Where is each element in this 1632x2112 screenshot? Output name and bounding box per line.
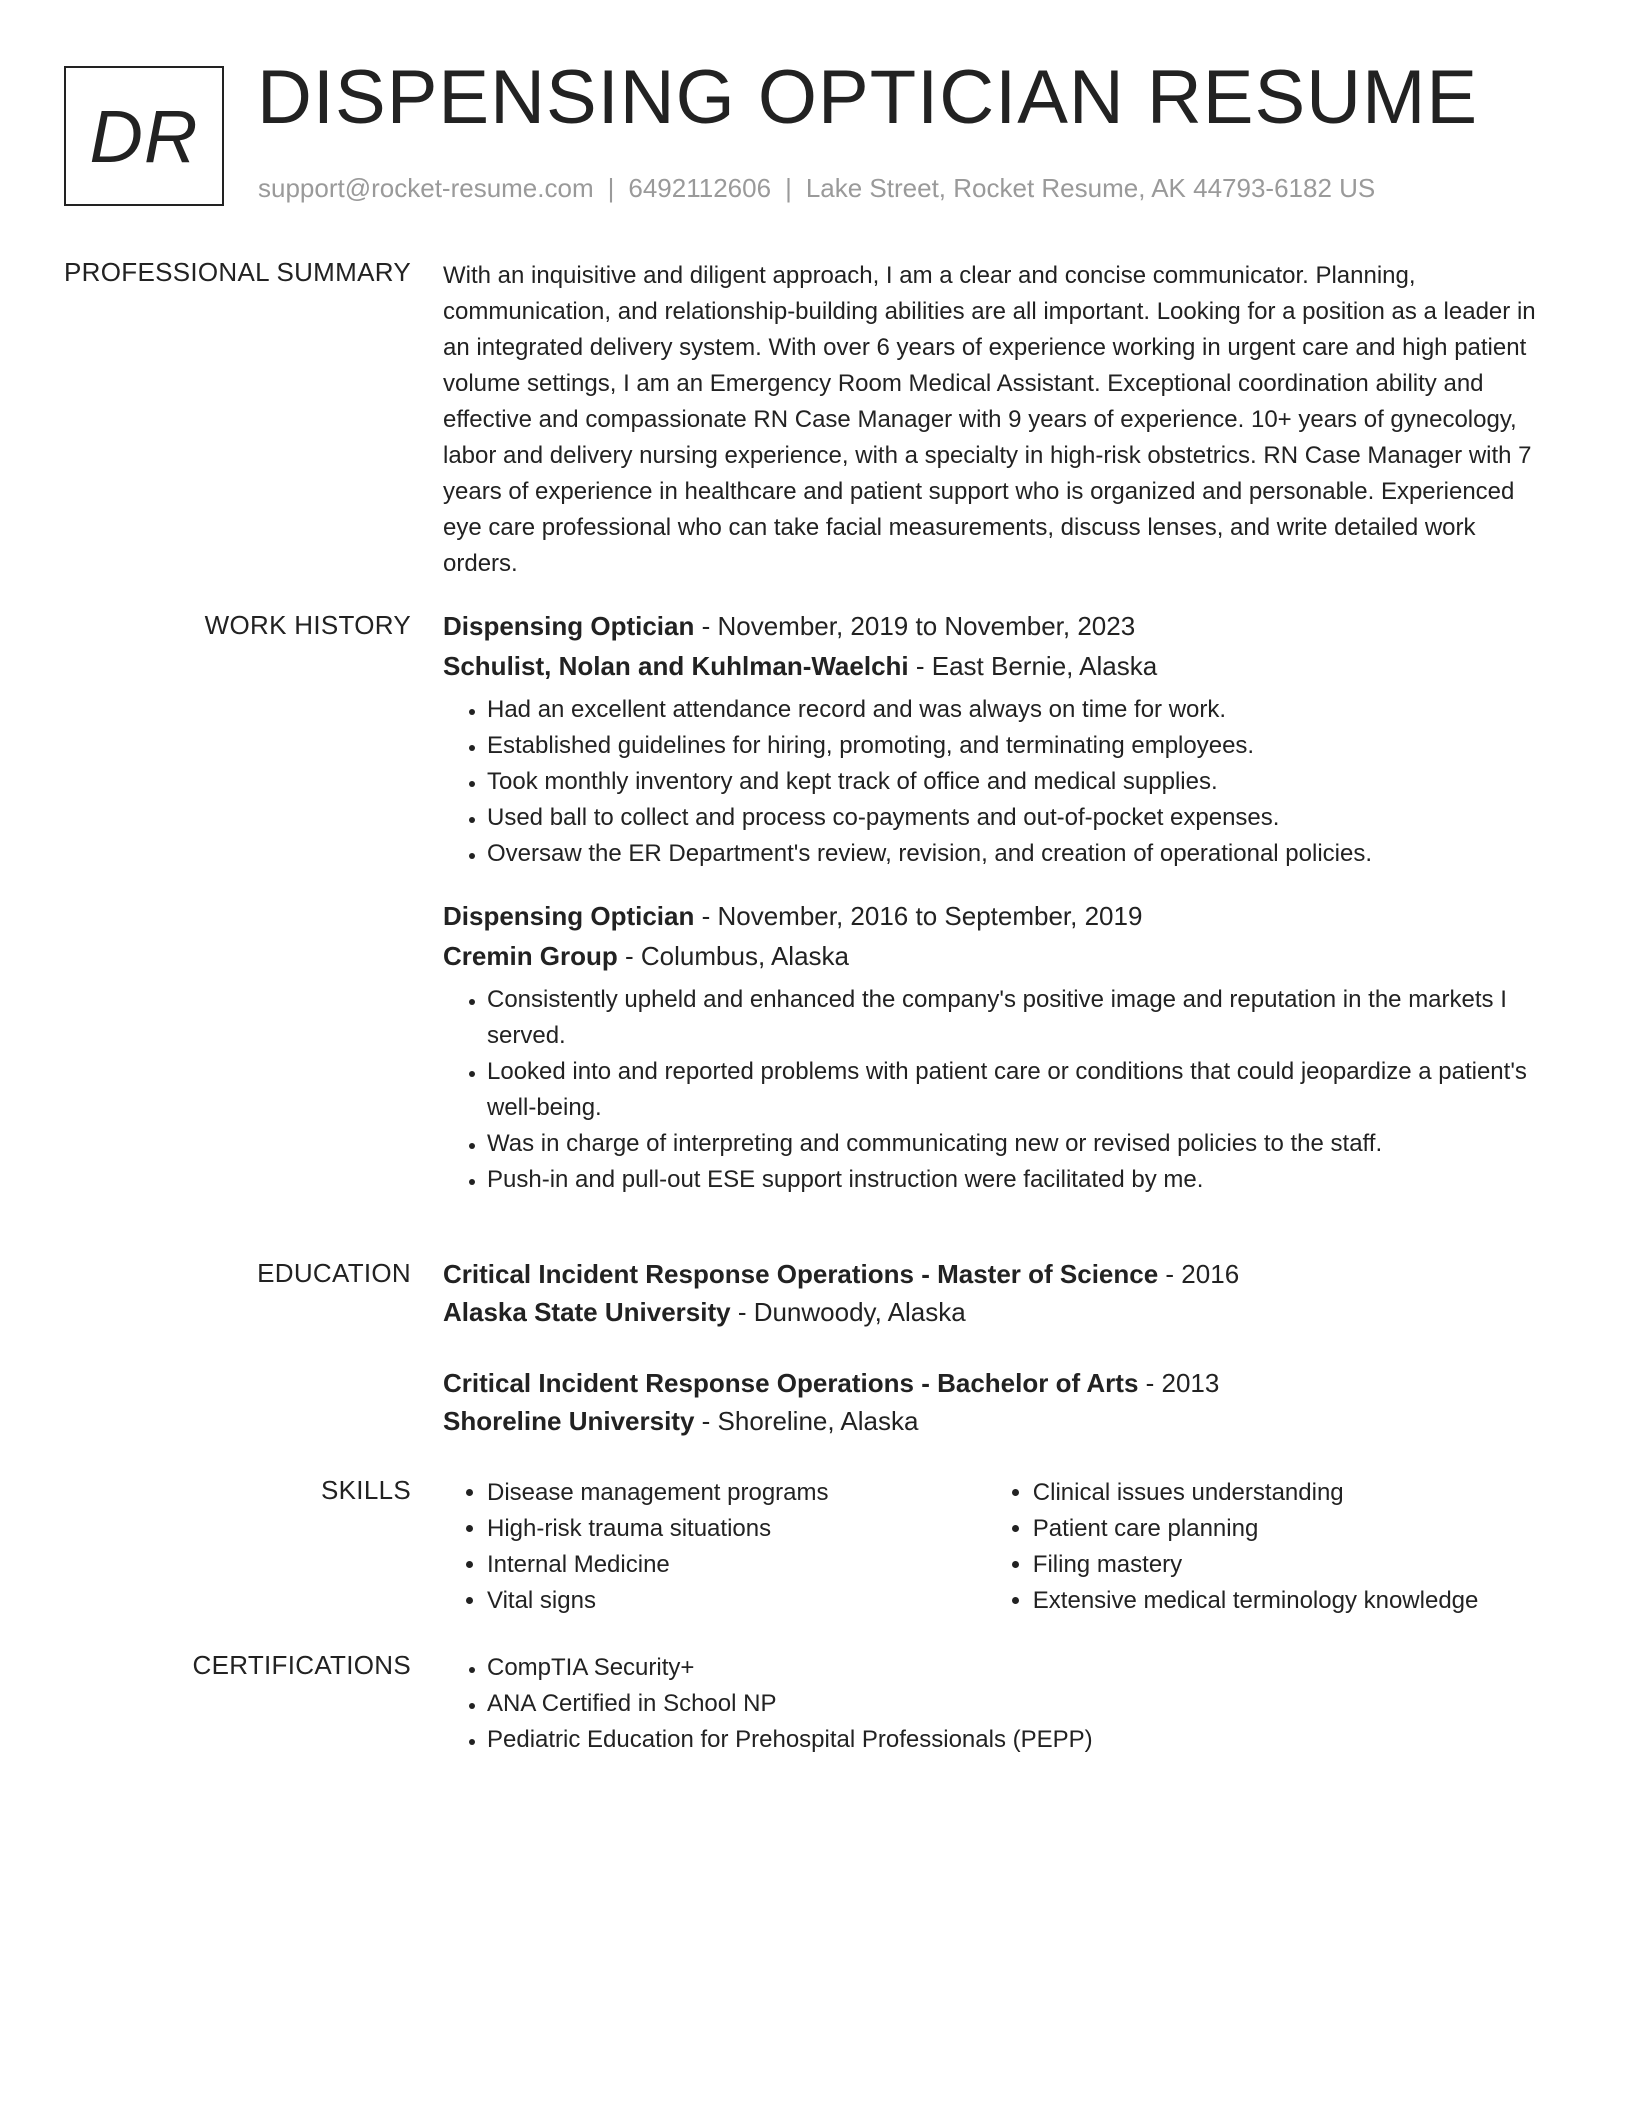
education-degree: Critical Incident Response Operations - Bachelor of Arts [443, 1368, 1139, 1398]
job-bullet: • Was in charge of interpreting and communicating new or revised policies to the staff. [487, 1126, 1553, 1162]
job-location: - Columbus, Alaska [617, 941, 850, 971]
education-school: Alaska State University [443, 1297, 731, 1327]
certifications-body [443, 1650, 1553, 1758]
skill-item: • Filing mastery [1033, 1547, 1553, 1583]
education-location: - Shoreline, Alaska [694, 1406, 919, 1436]
education-degree: Critical Incident Response Operations - Master of Science [443, 1259, 1159, 1289]
certification-item: • Pediatric Education for Prehospital Professionals (PEPP) [487, 1722, 1553, 1758]
summary-body [443, 258, 1553, 582]
education-school-line [443, 1402, 1553, 1440]
job-bullet: • Took monthly inventory and kept track of office and medical supplies. [487, 764, 1553, 800]
job-bullets [443, 692, 1553, 872]
skills-body [443, 1475, 1553, 1619]
skill-item: • Internal Medicine [487, 1547, 989, 1583]
contact-separator: | [607, 173, 615, 203]
job-dates: - November, 2019 to November, 2023 [694, 611, 1136, 641]
job-company-line [443, 646, 1553, 686]
contact-separator: | [785, 173, 792, 203]
education-degree-line [443, 1364, 1553, 1402]
work-history-body [443, 606, 1553, 1198]
skills-column-left [443, 1475, 989, 1619]
job-location: - East Bernie, Alaska [908, 651, 1158, 681]
contact-phone[interactable]: 6492112606 [628, 173, 772, 203]
education-school-line [443, 1293, 1553, 1331]
job-bullet: • Had an excellent attendance record and was always on time for work. [487, 692, 1553, 728]
job-dates: - November, 2016 to September, 2019 [694, 901, 1143, 931]
skill-item: • Clinical issues understanding [1033, 1475, 1553, 1511]
skill-item: • Disease management programs [487, 1475, 989, 1511]
job-bullets [443, 982, 1553, 1198]
education-degree-line [443, 1255, 1553, 1293]
job-title-line [443, 896, 1553, 936]
job-bullet: • Used ball to collect and process co-payments and out-of-pocket expenses. [487, 800, 1553, 836]
job-entry [443, 606, 1553, 872]
education-entry [443, 1255, 1553, 1331]
job-company: Cremin Group [443, 941, 618, 971]
job-bullet: • Established guidelines for hiring, promoting, and terminating employees. [487, 728, 1553, 764]
monogram-logo [64, 66, 224, 206]
resume-title: DISPENSING OPTICIAN RESUME [257, 55, 1479, 140]
contact-email[interactable]: support@rocket-resume.com [258, 173, 594, 203]
skill-item: • Patient care planning [1033, 1511, 1553, 1547]
work-history-heading: WORK HISTORY [204, 610, 411, 640]
job-role: Dispensing Optician [443, 611, 695, 641]
job-title-line [443, 606, 1553, 646]
monogram-initials: DR [89, 94, 199, 178]
summary-text: With an inquisitive and diligent approach, I am a clear and concise communicator. Planning, communication, and relationship-building abilities are all important. Looking for a position as a leader in an integrated delivery system. With over 6 years of experience working in urgent care and high patient volume settings, I am an Emergency Room Medical Assistant. Exceptional coordination ability and effective and compassionate RN Case Manager with 9 years of experience. 10+ years of gynecology, labor and delivery nursing experience, with a specialty in high-risk obstetrics. RN Case Manager with 7 years of experience in healthcare and patient support who is organized and personable. Experienced eye care professional who can take facial measurements, discuss lenses, and write detailed work orders. [443, 262, 1536, 577]
job-bullet: • Consistently upheld and enhanced the company's positive image and reputation in the markets I served. [487, 982, 1553, 1054]
skill-item: • Extensive medical terminology knowledge [1033, 1583, 1553, 1619]
job-entry [443, 896, 1553, 1198]
education-location: - Dunwoody, Alaska [730, 1297, 966, 1327]
job-bullet: • Push-in and pull-out ESE support instruction were facilitated by me. [487, 1162, 1553, 1198]
skills-column-right [989, 1475, 1553, 1619]
education-school: Shoreline University [443, 1406, 695, 1436]
contact-address: Lake Street, Rocket Resume, AK 44793-6182 US [805, 173, 1376, 203]
skills-heading: SKILLS [321, 1475, 411, 1505]
skill-item: • Vital signs [487, 1583, 989, 1619]
contact-line [258, 173, 1375, 204]
job-company: Schulist, Nolan and Kuhlman-Waelchi [443, 651, 909, 681]
summary-heading: PROFESSIONAL SUMMARY [64, 257, 411, 287]
education-heading: EDUCATION [257, 1258, 411, 1288]
job-company-line [443, 936, 1553, 976]
certification-item: • ANA Certified in School NP [487, 1686, 1553, 1722]
certifications-list [443, 1650, 1553, 1758]
education-year: - 2016 [1158, 1259, 1240, 1289]
job-bullet: • Looked into and reported problems with patient care or conditions that could jeopardize a patient's well-being. [487, 1054, 1553, 1126]
job-bullet: • Oversaw the ER Department's review, revision, and creation of operational policies. [487, 836, 1553, 872]
skill-item: • High-risk trauma situations [487, 1511, 989, 1547]
certification-item: • CompTIA Security+ [487, 1650, 1553, 1686]
education-body [443, 1255, 1553, 1440]
education-year: - 2013 [1138, 1368, 1220, 1398]
certifications-heading: CERTIFICATIONS [192, 1650, 411, 1680]
job-role: Dispensing Optician [443, 901, 695, 931]
education-entry [443, 1364, 1553, 1440]
